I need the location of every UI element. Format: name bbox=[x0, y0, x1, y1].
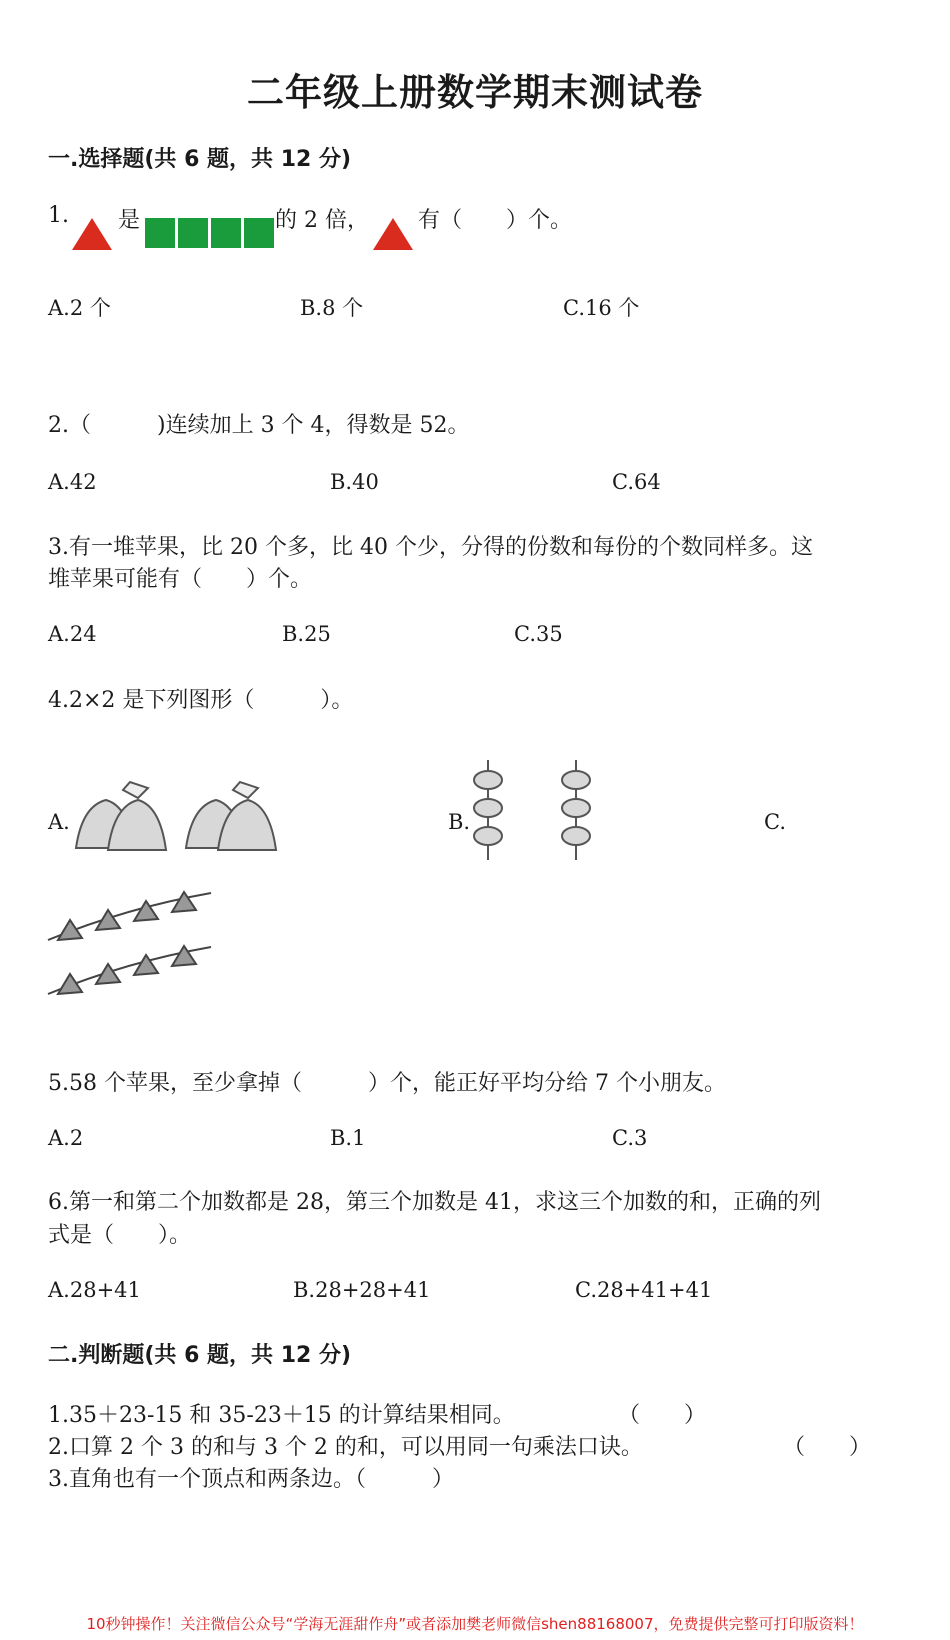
bells-image bbox=[68, 778, 283, 868]
option-a[interactable]: A.2 bbox=[48, 1126, 84, 1150]
question-text: 5.58 个苹果，至少拿掉（ ）个，能正好平均分给 7 个小朋友。 bbox=[48, 1071, 726, 1096]
option-b[interactable]: B.40 bbox=[330, 470, 379, 494]
green-square-icon bbox=[244, 218, 274, 248]
answer-paren[interactable]: （ ） bbox=[618, 1403, 707, 1428]
question-text: 4.2×2 是下列图形（ ）。 bbox=[48, 688, 354, 713]
page-title: 二年级上册数学期末测试卷 bbox=[247, 71, 703, 114]
option-c[interactable]: C.35 bbox=[514, 622, 563, 646]
option-c[interactable]: C.28+41+41 bbox=[575, 1278, 713, 1302]
section-heading-judge: 二.判断题(共 6 题，共 12 分) bbox=[48, 1343, 352, 1368]
question-text: 3.有一堆苹果，比 20 个多，比 40 个少，分得的份数和每份的个数同样多。这 bbox=[48, 535, 813, 560]
green-square-icon bbox=[145, 218, 175, 248]
question-text: 的 2 倍， bbox=[275, 208, 369, 233]
green-square-icon bbox=[211, 218, 241, 248]
option-b[interactable]: B.25 bbox=[282, 622, 331, 646]
footer-promo: 10秒钟操作！关注微信公众号“学海无涯甜作舟”或者添加樊老师微信shen88168007，免费提供完整可打印版资料！ bbox=[86, 1615, 864, 1633]
question-number: 1. bbox=[48, 203, 69, 228]
option-a[interactable]: A.2 个 bbox=[48, 296, 111, 320]
option-c[interactable]: C.3 bbox=[612, 1126, 648, 1150]
option-c[interactable]: C. bbox=[764, 810, 786, 834]
question-text: 式是（ ）。 bbox=[48, 1223, 192, 1248]
question-text: 1.35＋23-15 和 35-23＋15 的计算结果相同。 bbox=[48, 1403, 515, 1428]
question-text: 2.口算 2 个 3 的和与 3 个 2 的和，可以用同一句乘法口诀。 bbox=[48, 1435, 643, 1460]
option-a[interactable]: A.42 bbox=[48, 470, 97, 494]
option-b[interactable]: B. bbox=[448, 810, 471, 834]
option-c[interactable]: C.64 bbox=[612, 470, 661, 494]
red-triangle-icon bbox=[373, 218, 413, 250]
skewers-image bbox=[468, 760, 603, 862]
answer-paren[interactable]: （ ） bbox=[783, 1435, 872, 1460]
option-b[interactable]: B.8 个 bbox=[300, 296, 364, 320]
option-b[interactable]: B.1 bbox=[330, 1126, 366, 1150]
green-squares-icon bbox=[145, 218, 277, 252]
question-text: 是 bbox=[118, 208, 141, 233]
question-text: 6.第一和第二个加数都是 28，第三个加数是 41，求这三个加数的和，正确的列 bbox=[48, 1190, 821, 1215]
option-a[interactable]: A.28+41 bbox=[48, 1278, 141, 1302]
option-b[interactable]: B.28+28+41 bbox=[293, 1278, 431, 1302]
question-text: 有（ ）个。 bbox=[418, 208, 573, 233]
question-text: 3.直角也有一个顶点和两条边。（ ） bbox=[48, 1467, 454, 1492]
green-square-icon bbox=[178, 218, 208, 248]
red-triangle-icon bbox=[72, 218, 112, 250]
option-a[interactable]: A. bbox=[48, 810, 70, 834]
section-heading-choice: 一.选择题(共 6 题，共 12 分) bbox=[48, 147, 352, 172]
question-text: 堆苹果可能有（ ）个。 bbox=[48, 567, 313, 592]
question-text: 2.（ )连续加上 3 个 4，得数是 52。 bbox=[48, 413, 470, 438]
triangle-strings-image bbox=[46, 888, 216, 1010]
option-a[interactable]: A.24 bbox=[48, 622, 97, 646]
option-c[interactable]: C.16 个 bbox=[563, 296, 640, 320]
